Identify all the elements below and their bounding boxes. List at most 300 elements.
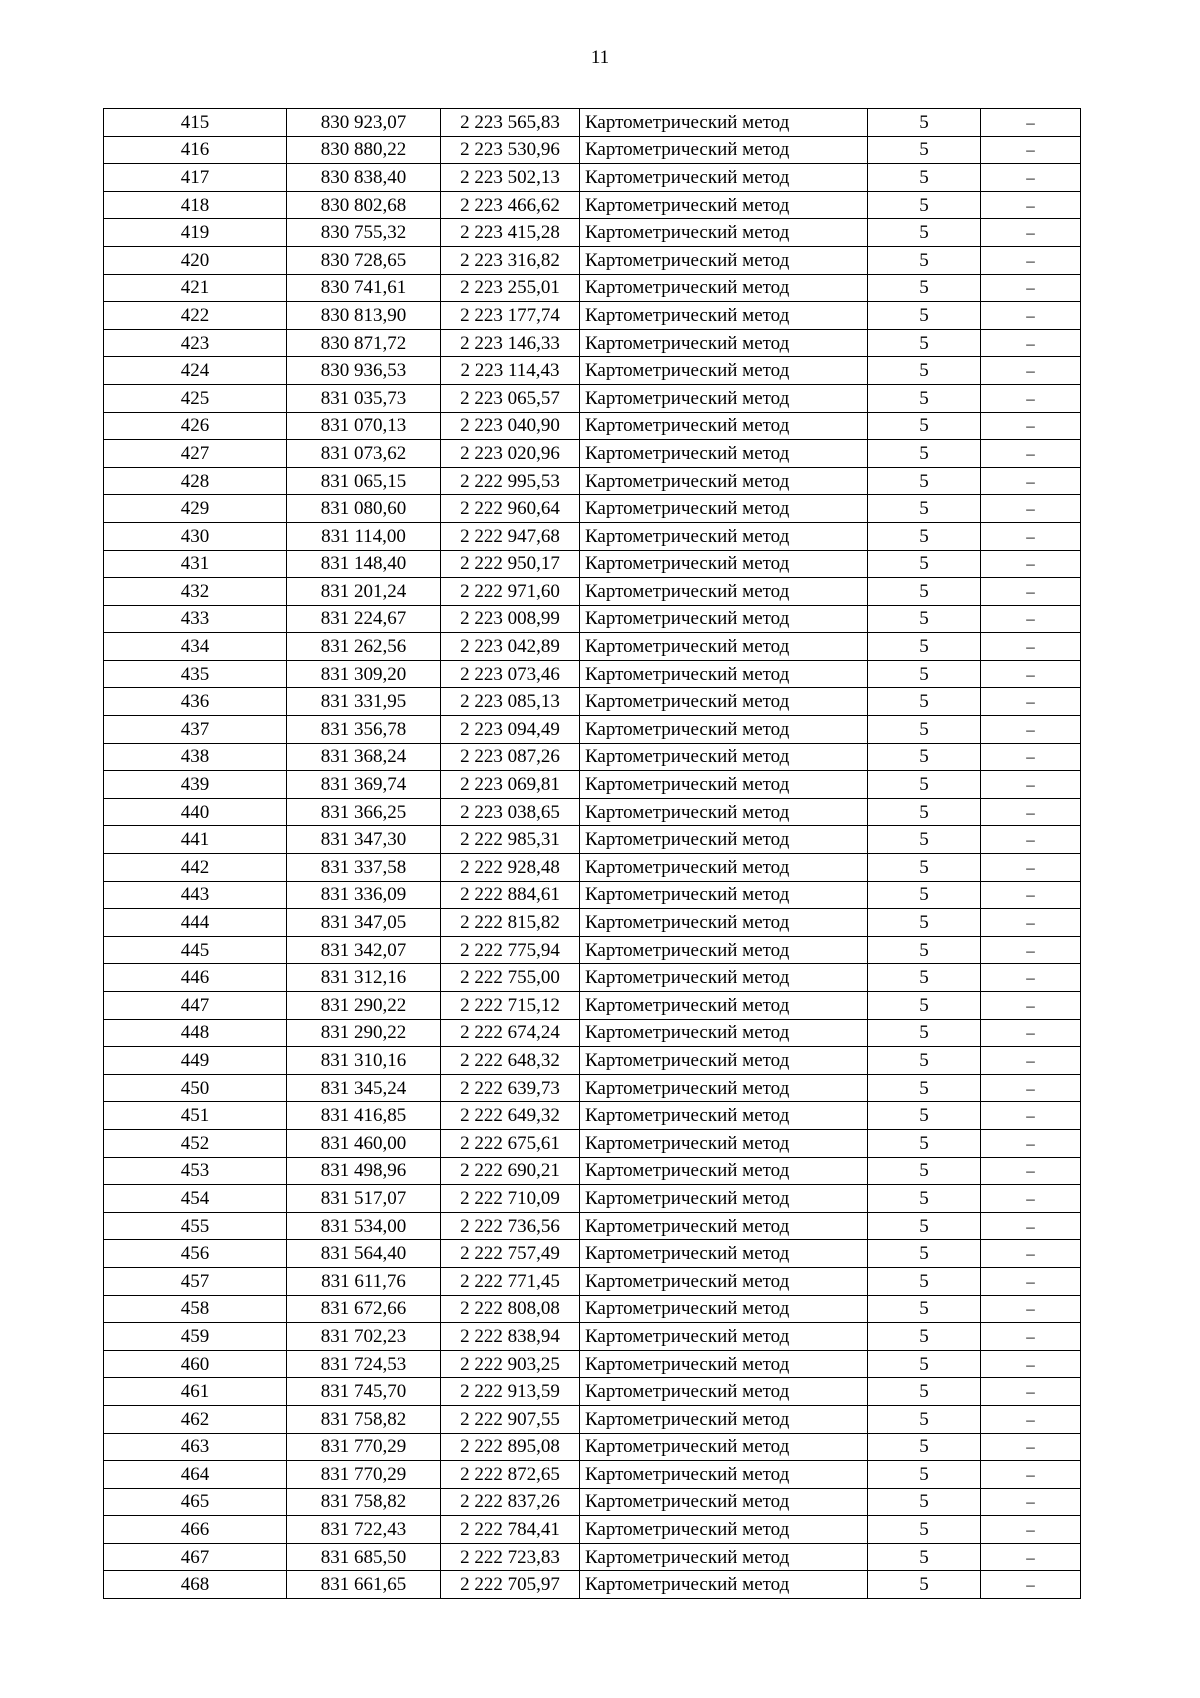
error-cell: 5 [868,412,981,440]
y-coordinate-cell: 2 223 177,74 [441,302,580,330]
description-cell: – [981,854,1081,882]
method-cell: Картометрический метод [580,936,868,964]
error-cell: 5 [868,1350,981,1378]
x-coordinate-cell: 831 035,73 [287,384,441,412]
x-coordinate-cell: 831 148,40 [287,550,441,578]
method-cell: Картометрический метод [580,1102,868,1130]
description-cell: – [981,522,1081,550]
point-number-cell: 421 [104,274,287,302]
table-row [104,936,1081,964]
y-coordinate-cell: 2 223 008,99 [441,605,580,633]
description-cell: – [981,578,1081,606]
description-cell: – [981,660,1081,688]
method-cell: Картометрический метод [580,384,868,412]
method-cell: Картометрический метод [580,992,868,1020]
table-row [104,1433,1081,1461]
description-cell: – [981,1074,1081,1102]
point-number-cell: 438 [104,743,287,771]
error-cell: 5 [868,1019,981,1047]
error-cell: 5 [868,605,981,633]
table-row [104,1516,1081,1544]
error-cell: 5 [868,578,981,606]
y-coordinate-cell: 2 223 040,90 [441,412,580,440]
method-cell: Картометрический метод [580,1047,868,1075]
y-coordinate-cell: 2 223 094,49 [441,716,580,744]
method-cell: Картометрический метод [580,1074,868,1102]
method-cell: Картометрический метод [580,522,868,550]
description-cell: – [981,357,1081,385]
x-coordinate-cell: 831 758,82 [287,1488,441,1516]
table-row [104,826,1081,854]
point-number-cell: 443 [104,881,287,909]
point-number-cell: 464 [104,1461,287,1489]
error-cell: 5 [868,1267,981,1295]
point-number-cell: 425 [104,384,287,412]
description-cell: – [981,798,1081,826]
table-row [104,1378,1081,1406]
table-row [104,1488,1081,1516]
error-cell: 5 [868,1157,981,1185]
x-coordinate-cell: 831 770,29 [287,1433,441,1461]
point-number-cell: 435 [104,660,287,688]
error-cell: 5 [868,1405,981,1433]
y-coordinate-cell: 2 223 038,65 [441,798,580,826]
table-row [104,688,1081,716]
table-row [104,1129,1081,1157]
point-number-cell: 426 [104,412,287,440]
method-cell: Картометрический метод [580,1461,868,1489]
y-coordinate-cell: 2 223 466,62 [441,191,580,219]
y-coordinate-cell: 2 222 947,68 [441,522,580,550]
description-cell: – [981,495,1081,523]
y-coordinate-cell: 2 223 085,13 [441,688,580,716]
y-coordinate-cell: 2 222 903,25 [441,1350,580,1378]
point-number-cell: 453 [104,1157,287,1185]
table-row [104,357,1081,385]
x-coordinate-cell: 830 802,68 [287,191,441,219]
description-cell: – [981,964,1081,992]
y-coordinate-cell: 2 222 648,32 [441,1047,580,1075]
method-cell: Картометрический метод [580,798,868,826]
x-coordinate-cell: 831 702,23 [287,1323,441,1351]
error-cell: 5 [868,1378,981,1406]
point-number-cell: 457 [104,1267,287,1295]
method-cell: Картометрический метод [580,136,868,164]
x-coordinate-cell: 831 337,58 [287,854,441,882]
description-cell: – [981,1461,1081,1489]
table-row [104,798,1081,826]
point-number-cell: 441 [104,826,287,854]
x-coordinate-cell: 831 290,22 [287,992,441,1020]
point-number-cell: 424 [104,357,287,385]
point-number-cell: 461 [104,1378,287,1406]
x-coordinate-cell: 830 741,61 [287,274,441,302]
x-coordinate-cell: 831 310,16 [287,1047,441,1075]
point-number-cell: 415 [104,109,287,137]
x-coordinate-cell: 831 534,00 [287,1212,441,1240]
error-cell: 5 [868,1295,981,1323]
y-coordinate-cell: 2 223 087,26 [441,743,580,771]
y-coordinate-cell: 2 223 502,13 [441,164,580,192]
description-cell: – [981,1129,1081,1157]
y-coordinate-cell: 2 222 736,56 [441,1212,580,1240]
point-number-cell: 417 [104,164,287,192]
error-cell: 5 [868,1074,981,1102]
y-coordinate-cell: 2 223 020,96 [441,440,580,468]
x-coordinate-cell: 831 224,67 [287,605,441,633]
table-row [104,440,1081,468]
point-number-cell: 467 [104,1543,287,1571]
point-number-cell: 463 [104,1433,287,1461]
method-cell: Картометрический метод [580,246,868,274]
description-cell: – [981,1350,1081,1378]
table-row [104,771,1081,799]
method-cell: Картометрический метод [580,633,868,661]
method-cell: Картометрический метод [580,1516,868,1544]
error-cell: 5 [868,633,981,661]
y-coordinate-cell: 2 222 913,59 [441,1378,580,1406]
error-cell: 5 [868,1323,981,1351]
table-row [104,605,1081,633]
method-cell: Картометрический метод [580,467,868,495]
x-coordinate-cell: 831 758,82 [287,1405,441,1433]
error-cell: 5 [868,798,981,826]
description-cell: – [981,909,1081,937]
coordinates-table [103,108,1081,1599]
point-number-cell: 418 [104,191,287,219]
method-cell: Картометрический метод [580,1378,868,1406]
x-coordinate-cell: 830 838,40 [287,164,441,192]
y-coordinate-cell: 2 222 838,94 [441,1323,580,1351]
y-coordinate-cell: 2 223 316,82 [441,246,580,274]
method-cell: Картометрический метод [580,1350,868,1378]
table-row [104,1350,1081,1378]
y-coordinate-cell: 2 222 705,97 [441,1571,580,1599]
x-coordinate-cell: 831 722,43 [287,1516,441,1544]
method-cell: Картометрический метод [580,440,868,468]
method-cell: Картометрический метод [580,1212,868,1240]
table-row [104,109,1081,137]
x-coordinate-cell: 831 073,62 [287,440,441,468]
y-coordinate-cell: 2 222 884,61 [441,881,580,909]
table-row [104,384,1081,412]
y-coordinate-cell: 2 222 784,41 [441,1516,580,1544]
table-row [104,329,1081,357]
point-number-cell: 459 [104,1323,287,1351]
point-number-cell: 462 [104,1405,287,1433]
error-cell: 5 [868,881,981,909]
point-number-cell: 446 [104,964,287,992]
table-row [104,743,1081,771]
y-coordinate-cell: 2 222 690,21 [441,1157,580,1185]
description-cell: – [981,412,1081,440]
error-cell: 5 [868,716,981,744]
x-coordinate-cell: 831 309,20 [287,660,441,688]
error-cell: 5 [868,329,981,357]
point-number-cell: 436 [104,688,287,716]
table-row [104,578,1081,606]
point-number-cell: 460 [104,1350,287,1378]
description-cell: – [981,605,1081,633]
description-cell: – [981,1185,1081,1213]
description-cell: – [981,688,1081,716]
y-coordinate-cell: 2 222 808,08 [441,1295,580,1323]
method-cell: Картометрический метод [580,550,868,578]
error-cell: 5 [868,495,981,523]
y-coordinate-cell: 2 222 771,45 [441,1267,580,1295]
table-row [104,660,1081,688]
table-row [104,302,1081,330]
description-cell: – [981,550,1081,578]
y-coordinate-cell: 2 222 775,94 [441,936,580,964]
description-cell: – [981,1433,1081,1461]
error-cell: 5 [868,1185,981,1213]
x-coordinate-cell: 831 347,05 [287,909,441,937]
y-coordinate-cell: 2 222 715,12 [441,992,580,1020]
x-coordinate-cell: 831 114,00 [287,522,441,550]
description-cell: – [981,1267,1081,1295]
description-cell: – [981,191,1081,219]
description-cell: – [981,992,1081,1020]
method-cell: Картометрический метод [580,743,868,771]
x-coordinate-cell: 831 770,29 [287,1461,441,1489]
x-coordinate-cell: 831 368,24 [287,743,441,771]
x-coordinate-cell: 831 366,25 [287,798,441,826]
description-cell: – [981,716,1081,744]
method-cell: Картометрический метод [580,412,868,440]
description-cell: – [981,136,1081,164]
x-coordinate-cell: 831 498,96 [287,1157,441,1185]
method-cell: Картометрический метод [580,826,868,854]
error-cell: 5 [868,302,981,330]
error-cell: 5 [868,992,981,1020]
point-number-cell: 466 [104,1516,287,1544]
method-cell: Картометрический метод [580,578,868,606]
y-coordinate-cell: 2 223 146,33 [441,329,580,357]
point-number-cell: 428 [104,467,287,495]
table-row [104,1185,1081,1213]
error-cell: 5 [868,109,981,137]
x-coordinate-cell: 830 936,53 [287,357,441,385]
error-cell: 5 [868,854,981,882]
y-coordinate-cell: 2 223 530,96 [441,136,580,164]
x-coordinate-cell: 830 871,72 [287,329,441,357]
table-row [104,467,1081,495]
description-cell: – [981,1323,1081,1351]
x-coordinate-cell: 830 755,32 [287,219,441,247]
description-cell: – [981,1405,1081,1433]
y-coordinate-cell: 2 223 069,81 [441,771,580,799]
table-row [104,522,1081,550]
y-coordinate-cell: 2 223 565,83 [441,109,580,137]
table-row [104,412,1081,440]
point-number-cell: 419 [104,219,287,247]
x-coordinate-cell: 830 880,22 [287,136,441,164]
y-coordinate-cell: 2 222 950,17 [441,550,580,578]
description-cell: – [981,826,1081,854]
y-coordinate-cell: 2 222 928,48 [441,854,580,882]
x-coordinate-cell: 831 356,78 [287,716,441,744]
error-cell: 5 [868,274,981,302]
error-cell: 5 [868,1129,981,1157]
y-coordinate-cell: 2 222 872,65 [441,1461,580,1489]
description-cell: – [981,1019,1081,1047]
error-cell: 5 [868,357,981,385]
x-coordinate-cell: 831 336,09 [287,881,441,909]
error-cell: 5 [868,964,981,992]
point-number-cell: 456 [104,1240,287,1268]
description-cell: – [981,246,1081,274]
x-coordinate-cell: 830 728,65 [287,246,441,274]
x-coordinate-cell: 831 070,13 [287,412,441,440]
y-coordinate-cell: 2 222 755,00 [441,964,580,992]
description-cell: – [981,1157,1081,1185]
table-row [104,909,1081,937]
error-cell: 5 [868,660,981,688]
y-coordinate-cell: 2 222 985,31 [441,826,580,854]
description-cell: – [981,164,1081,192]
method-cell: Картометрический метод [580,274,868,302]
table-row [104,164,1081,192]
description-cell: – [981,881,1081,909]
point-number-cell: 423 [104,329,287,357]
method-cell: Картометрический метод [580,1433,868,1461]
point-number-cell: 432 [104,578,287,606]
description-cell: – [981,1102,1081,1130]
method-cell: Картометрический метод [580,1129,868,1157]
method-cell: Картометрический метод [580,329,868,357]
point-number-cell: 440 [104,798,287,826]
table-row [104,191,1081,219]
point-number-cell: 429 [104,495,287,523]
description-cell: – [981,633,1081,661]
table-row [104,964,1081,992]
point-number-cell: 437 [104,716,287,744]
description-cell: – [981,1516,1081,1544]
error-cell: 5 [868,1461,981,1489]
description-cell: – [981,1240,1081,1268]
x-coordinate-cell: 831 290,22 [287,1019,441,1047]
method-cell: Картометрический метод [580,164,868,192]
description-cell: – [981,440,1081,468]
y-coordinate-cell: 2 222 837,26 [441,1488,580,1516]
method-cell: Картометрический метод [580,1571,868,1599]
description-cell: – [981,1378,1081,1406]
method-cell: Картометрический метод [580,302,868,330]
method-cell: Картометрический метод [580,854,868,882]
table-row [104,1102,1081,1130]
description-cell: – [981,384,1081,412]
description-cell: – [981,302,1081,330]
error-cell: 5 [868,467,981,495]
error-cell: 5 [868,936,981,964]
error-cell: 5 [868,1047,981,1075]
y-coordinate-cell: 2 223 042,89 [441,633,580,661]
point-number-cell: 452 [104,1129,287,1157]
table-row [104,495,1081,523]
y-coordinate-cell: 2 223 114,43 [441,357,580,385]
error-cell: 5 [868,1571,981,1599]
point-number-cell: 465 [104,1488,287,1516]
method-cell: Картометрический метод [580,1019,868,1047]
y-coordinate-cell: 2 223 073,46 [441,660,580,688]
x-coordinate-cell: 831 312,16 [287,964,441,992]
x-coordinate-cell: 831 745,70 [287,1378,441,1406]
x-coordinate-cell: 831 661,65 [287,1571,441,1599]
table-row [104,854,1081,882]
y-coordinate-cell: 2 222 815,82 [441,909,580,937]
y-coordinate-cell: 2 222 675,61 [441,1129,580,1157]
error-cell: 5 [868,1212,981,1240]
x-coordinate-cell: 831 080,60 [287,495,441,523]
method-cell: Картометрический метод [580,1240,868,1268]
error-cell: 5 [868,164,981,192]
error-cell: 5 [868,909,981,937]
description-cell: – [981,1212,1081,1240]
table-row [104,1543,1081,1571]
point-number-cell: 431 [104,550,287,578]
method-cell: Картометрический метод [580,357,868,385]
error-cell: 5 [868,1240,981,1268]
x-coordinate-cell: 831 345,24 [287,1074,441,1102]
x-coordinate-cell: 831 672,66 [287,1295,441,1323]
description-cell: – [981,1295,1081,1323]
point-number-cell: 444 [104,909,287,937]
x-coordinate-cell: 831 347,30 [287,826,441,854]
table-row [104,219,1081,247]
point-number-cell: 454 [104,1185,287,1213]
description-cell: – [981,1047,1081,1075]
method-cell: Картометрический метод [580,1157,868,1185]
table-row [104,246,1081,274]
x-coordinate-cell: 831 331,95 [287,688,441,716]
x-coordinate-cell: 831 369,74 [287,771,441,799]
error-cell: 5 [868,246,981,274]
table-row [104,992,1081,1020]
method-cell: Картометрический метод [580,191,868,219]
y-coordinate-cell: 2 222 723,83 [441,1543,580,1571]
table-row [104,1461,1081,1489]
x-coordinate-cell: 831 517,07 [287,1185,441,1213]
point-number-cell: 433 [104,605,287,633]
method-cell: Картометрический метод [580,219,868,247]
table-row [104,1240,1081,1268]
x-coordinate-cell: 830 813,90 [287,302,441,330]
method-cell: Картометрический метод [580,909,868,937]
x-coordinate-cell: 831 065,15 [287,467,441,495]
x-coordinate-cell: 831 201,24 [287,578,441,606]
x-coordinate-cell: 831 611,76 [287,1267,441,1295]
point-number-cell: 434 [104,633,287,661]
method-cell: Картометрический метод [580,109,868,137]
error-cell: 5 [868,440,981,468]
table-row [104,274,1081,302]
table-row [104,1405,1081,1433]
page-number: 11 [590,47,610,68]
coordinates-table-body [104,109,1081,1599]
table-row [104,1295,1081,1323]
table-row [104,1212,1081,1240]
point-number-cell: 422 [104,302,287,330]
description-cell: – [981,274,1081,302]
table-row [104,1047,1081,1075]
error-cell: 5 [868,688,981,716]
table-row [104,633,1081,661]
x-coordinate-cell: 831 685,50 [287,1543,441,1571]
table-row [104,1571,1081,1599]
method-cell: Картометрический метод [580,1405,868,1433]
method-cell: Картометрический метод [580,964,868,992]
